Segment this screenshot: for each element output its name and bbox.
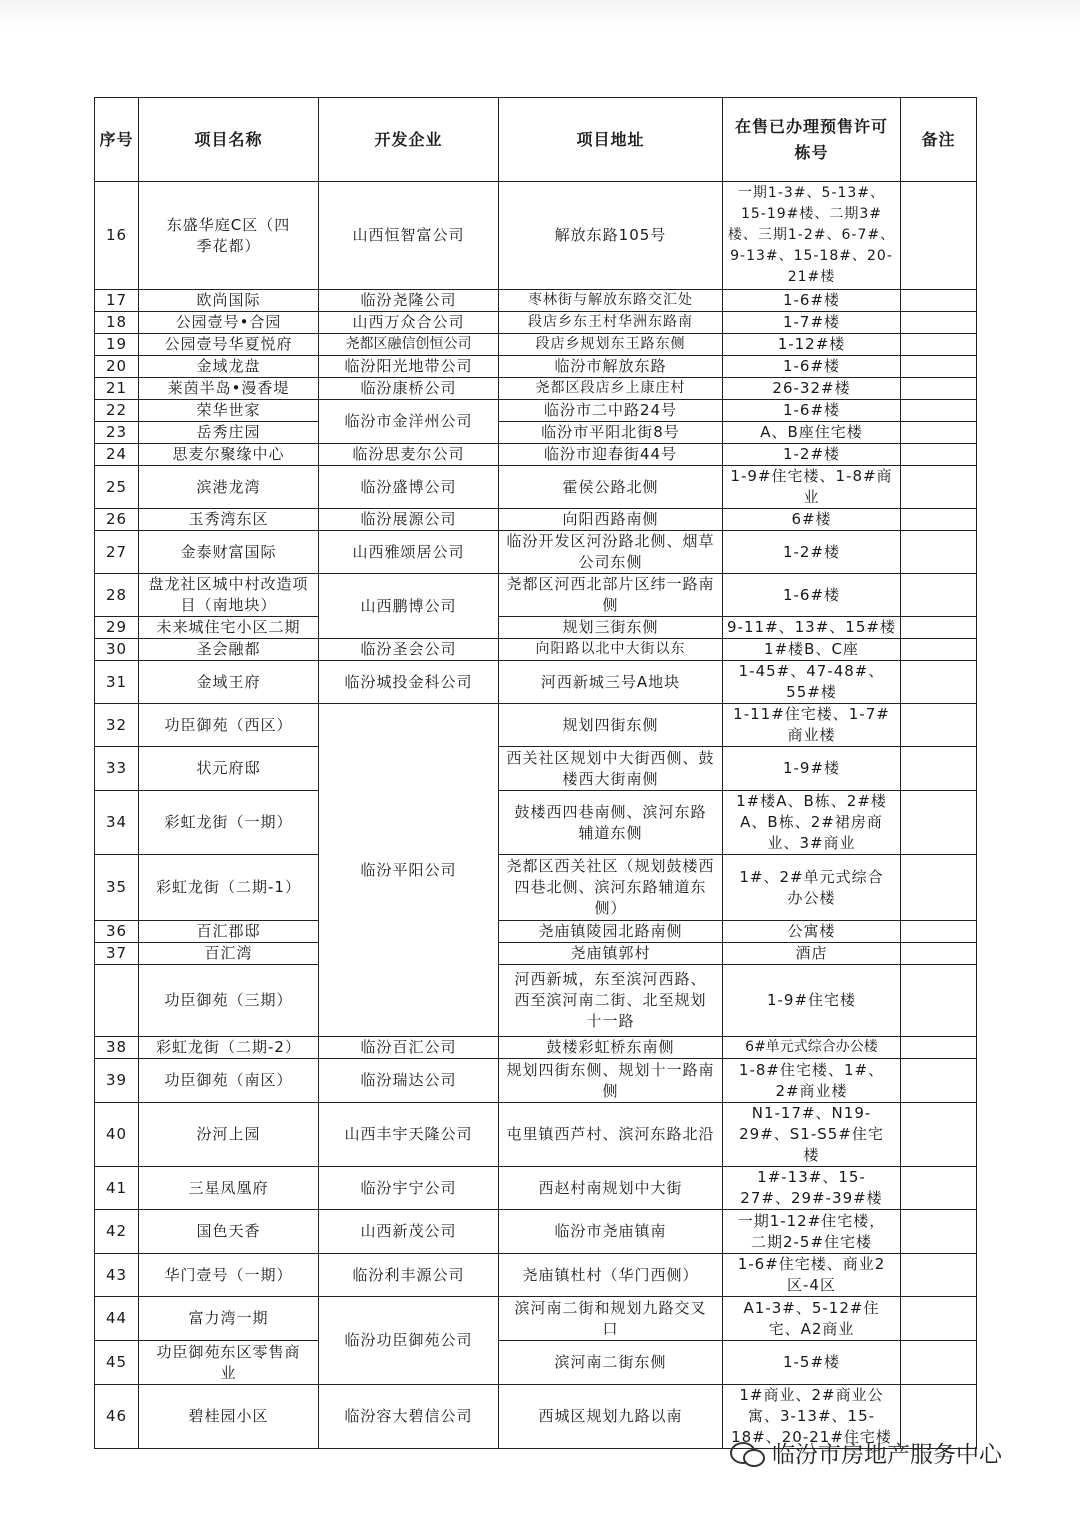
footer-account-name: 临汾市房地产服务中心	[772, 1442, 1002, 1468]
table-row: 24 思麦尔聚缘中心 临汾思麦尔公司 临汾市迎春街44号 1-2#楼	[95, 444, 977, 466]
col-header-no: 序号	[95, 98, 139, 182]
table-row: 42 国色天香 山西新茂公司 临汾市尧庙镇南 一期1-12#住宅楼，二期2-5#住宅楼	[95, 1210, 977, 1254]
table-row: 19 公园壹号华夏悦府 尧都区融信创恒公司 段店乡规划东王路东侧 1-12#楼	[95, 334, 977, 356]
table-row: 32 功臣御苑（西区） 临汾平阳公司 规划四街东侧 1-11#住宅楼、1-7#商业楼	[95, 704, 977, 747]
table-row: 37 百汇湾 尧庙镇郭村 酒店	[95, 943, 977, 965]
col-header-note: 备注	[901, 98, 977, 182]
table-row: 功臣御苑（三期） 河西新城，东至滨河西路、西至滨河南二街、北至规划十一路 1-9#住宅楼	[95, 965, 977, 1037]
table-row: 20 金域龙盘 临汾阳光地带公司 临汾市解放东路 1-6#楼	[95, 356, 977, 378]
table-row: 31 金域王府 临汾城投金科公司 河西新城三号A地块 1-45#、47-48#、55#楼	[95, 661, 977, 704]
table-row: 33 状元府邸 西关社区规划中大街西侧、鼓楼西大街南侧 1-9#楼	[95, 747, 977, 791]
table-row: 25 滨港龙湾 临汾盛博公司 霍侯公路北侧 1-9#住宅楼、1-8#商业	[95, 466, 977, 509]
table-row: 22 荣华世家 临汾市金洋州公司 临汾市二中路24号 1-6#楼	[95, 400, 977, 422]
table-row: 18 公园壹号•合园 山西万众合公司 段店乡东王村华洲东路南 1-7#楼	[95, 312, 977, 334]
table-row: 43 华门壹号（一期） 临汾利丰源公司 尧庙镇杜村（华门西侧） 1-6#住宅楼、商业2区-4区	[95, 1254, 977, 1297]
footer-watermark	[730, 1436, 1002, 1469]
table-row: 39 功臣御苑（南区） 临汾瑞达公司 规划四街东侧、规划十一路南侧 1-8#住宅楼、1#、2#商业楼	[95, 1059, 977, 1103]
scan-top-edge	[0, 0, 1080, 28]
table-row: 27 金泰财富国际 山西雅颂居公司 临汾开发区河汾路北侧、烟草公司东侧 1-2#楼	[95, 531, 977, 574]
table-row: 35 彩虹龙街（二期-1） 尧都区西关社区（规划鼓楼西四巷北侧、滨河东路辅道东侧） 1#、2#单元式综合办公楼	[95, 855, 977, 921]
table-row: 28 盘龙社区城中村改造项目（南地块） 山西鹏博公司 尧都区河西北部片区纬一路南侧 1-6#楼	[95, 574, 977, 617]
table-row: 17 欧尚国际 临汾尧隆公司 枣林街与解放东路交汇处 1-6#楼	[95, 290, 977, 312]
table-row: 36 百汇郡邸 尧庙镇陵园北路南侧 公寓楼	[95, 921, 977, 943]
presale-permit-table	[94, 97, 977, 1449]
col-header-project-name: 项目名称	[139, 98, 319, 182]
table-row: 38 彩虹龙街（二期-2） 临汾百汇公司 鼓楼彩虹桥东南侧 6#单元式综合办公楼	[95, 1037, 977, 1059]
table-row: 34 彩虹龙街（一期） 鼓楼西四巷南侧、滨河东路辅道东侧 1#楼A、B栋、2#楼A、B栋、2#裙房商业、3#商业	[95, 791, 977, 855]
table-row: 45 功臣御苑东区零售商业 滨河南二街东侧 1-5#楼	[95, 1341, 977, 1385]
table-row: 30 圣会融都 临汾圣会公司 向阳路以北中大街以东 1#楼B、C座	[95, 639, 977, 661]
table-row: 41 三星凤凰府 临汾宇宁公司 西赵村南规划中大街 1#-13#、15-27#、29#-39#楼	[95, 1167, 977, 1210]
wechat-icon	[730, 1440, 764, 1466]
col-header-buildings: 在售已办理预售许可栋号	[723, 98, 901, 182]
table-row: 44 富力湾一期 临汾功臣御苑公司 滨河南二街和规划九路交叉口 A1-3#、5-12#住宅、A2商业	[95, 1297, 977, 1341]
table-row: 46 碧桂园小区 临汾容大碧信公司 西城区规划九路以南 1#商业、2#商业公寓、3-13#、15-18#、20-21#住宅楼	[95, 1385, 977, 1449]
table-row: 40 汾河上园 山西丰宇天隆公司 屯里镇西芦村、滨河东路北沿 N1-17#、N19-29#、S1-S5#住宅楼	[95, 1103, 977, 1167]
table-row: 16 东盛华庭C区（四季花都） 山西恒智富公司 解放东路105号 一期1-3#、5-13#、15-19#楼、二期3#楼、三期1-2#、6-7#、9-13#、15-18#、20-21#楼	[95, 182, 977, 290]
col-header-developer: 开发企业	[319, 98, 499, 182]
col-header-address: 项目地址	[499, 98, 723, 182]
table-row: 23 岳秀庄园 临汾市平阳北街8号 A、B座住宅楼	[95, 422, 977, 444]
table-header-row	[95, 98, 977, 182]
table-row: 21 莱茵半岛•漫香堤 临汾康桥公司 尧都区段店乡上康庄村 26-32#楼	[95, 378, 977, 400]
table-row: 26 玉秀湾东区 临汾展源公司 向阳西路南侧 6#楼	[95, 509, 977, 531]
table-row: 29 未来城住宅小区二期 规划三街东侧 9-11#、13#、15#楼	[95, 617, 977, 639]
